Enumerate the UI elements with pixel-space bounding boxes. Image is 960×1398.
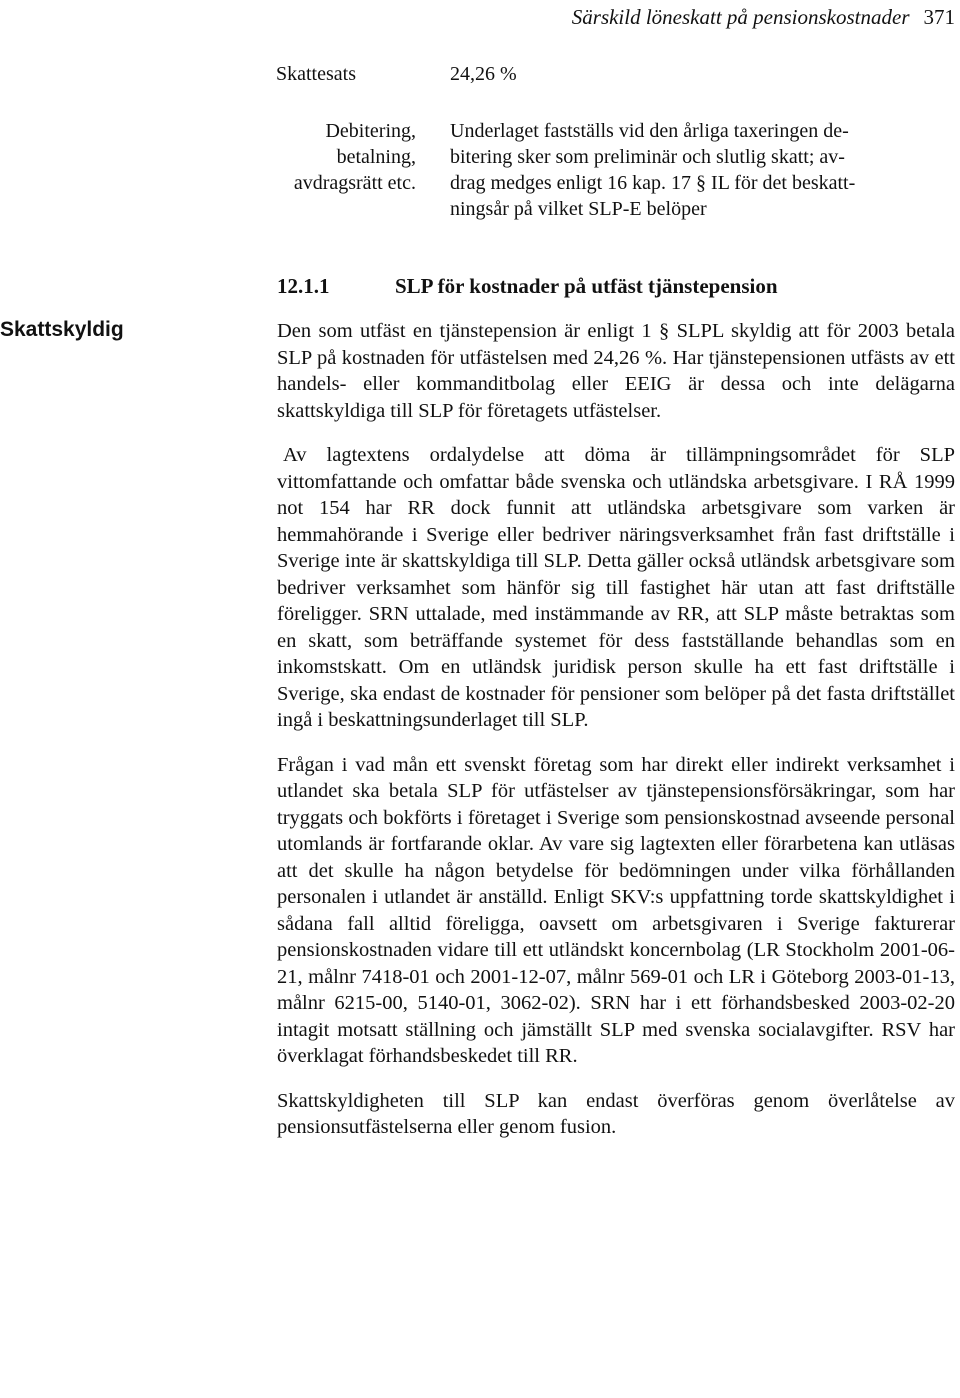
running-header	[470, 4, 955, 30]
debitering-label	[216, 118, 416, 196]
debitering-text-line: ningsår på vilket SLP-E belöper	[450, 198, 707, 220]
section-number: 12.1.1	[277, 274, 330, 298]
body-paragraph: Skattskyldigheten till SLP kan endast överföras genom överlåtelse av pensionsutfästelserna eller genom fusion.	[277, 1089, 955, 1138]
skattesats-label: Skattesats	[276, 63, 356, 85]
skattesats-value: 24,26 %	[450, 63, 517, 85]
section-title: SLP för kostnader på utfäst tjänstepension	[395, 274, 778, 298]
body-paragraph: Av lagtextens ordalydelse att döma är tillämpningsområdet för SLP vittomfattande och omfattar både svenska och utländska arbetsgivare. I RÅ 1999 not 154 har RR dock funnit att utländska arbetsgivare som varken är hemmahörande i Sverige eller bedriver näringsverksamhet från fast driftställe i Sverige inte är skattskyldiga till SLP. Detta gäller också utländsk arbetsgivare som bedriver verksamhet som hänför sig till fastighet här utan att fast driftställe föreligger. SRN uttalade, med instämmande av RR, att SLP måste betraktas som en skatt, som beträffande systemet för dess fastställande behandlas som en inkomstskatt. Om en utländsk juridisk person skulle ha ett fast driftställe i Sverige, ska endast de kostnader för pensioner som belöper på det fasta driftstället ingå i beskattningsunderlaget till SLP.	[277, 444, 955, 731]
section-heading	[277, 273, 778, 299]
debitering-text-line: drag medges enligt 16 kap. 17 § IL för det beskatt-	[450, 172, 856, 194]
debitering-label-line: avdragsrätt etc.	[293, 172, 416, 194]
debitering-text	[450, 118, 955, 222]
running-title: Särskild löneskatt på pensionskostnader	[571, 5, 910, 29]
margin-label-skattskyldig: Skattskyldig	[0, 318, 124, 341]
body-paragraph: Den som utfäst en tjänstepension är enligt 1 § SLPL skyldig att för 2003 betala SLP på kostnaden för utfästelsen med 24,26 %. Har tjänstepensionen utfästs av ett handels- eller kommanditbolag eller EEIG är dessa och inte delägarna skattskyldiga till SLP för företagets utfästelser.	[277, 320, 955, 422]
debitering-text-line: bitering sker som preliminär och slutlig skatt; av-	[450, 146, 845, 168]
body-paragraph: Frågan i vad mån ett svenskt företag som har direkt eller indirekt verksamhet i utlandet ska betala SLP för utfästelser av tjänstepensionsförsäkringar, som har tryggats och bokförts i företaget i Sverige som pensionskostnad avseende personal utomlands är fortfarande oklar. Av vare sig lagtexten eller förarbetena kan utläsas att det skulle ha någon betydelse för bedömningen under vilka förhållanden personalen i utlandet är anställd. Enligt SKV:s uppfattning torde skattskyldighet i sådana fall alltid föreligga, oavsett om arbetsgivaren i Sverige fakturerar pensionskostnaden vidare till ett utländskt koncernbolag (LR Stockholm 2001-06-21, målnr 7418-01 och 2001-12-07, målnr 569-01 och LR i Göteborg 2003-01-13, målnr 6215-00, 5140-01, 3062-02). SRN har i ett förhandsbesked 2003-02-20 intagit motsatt ställning och jämställt SLP med svenska socialavgifter. RSV har överklagat förhandsbeskedet till RR.	[277, 753, 955, 1067]
debitering-text-line: Underlaget fastställs vid den årliga taxeringen de-	[450, 120, 849, 142]
debitering-label-line: betalning,	[336, 146, 416, 168]
debitering-label-line: Debitering,	[325, 120, 416, 142]
page-number: 371	[923, 5, 955, 29]
section-body	[277, 318, 955, 1141]
